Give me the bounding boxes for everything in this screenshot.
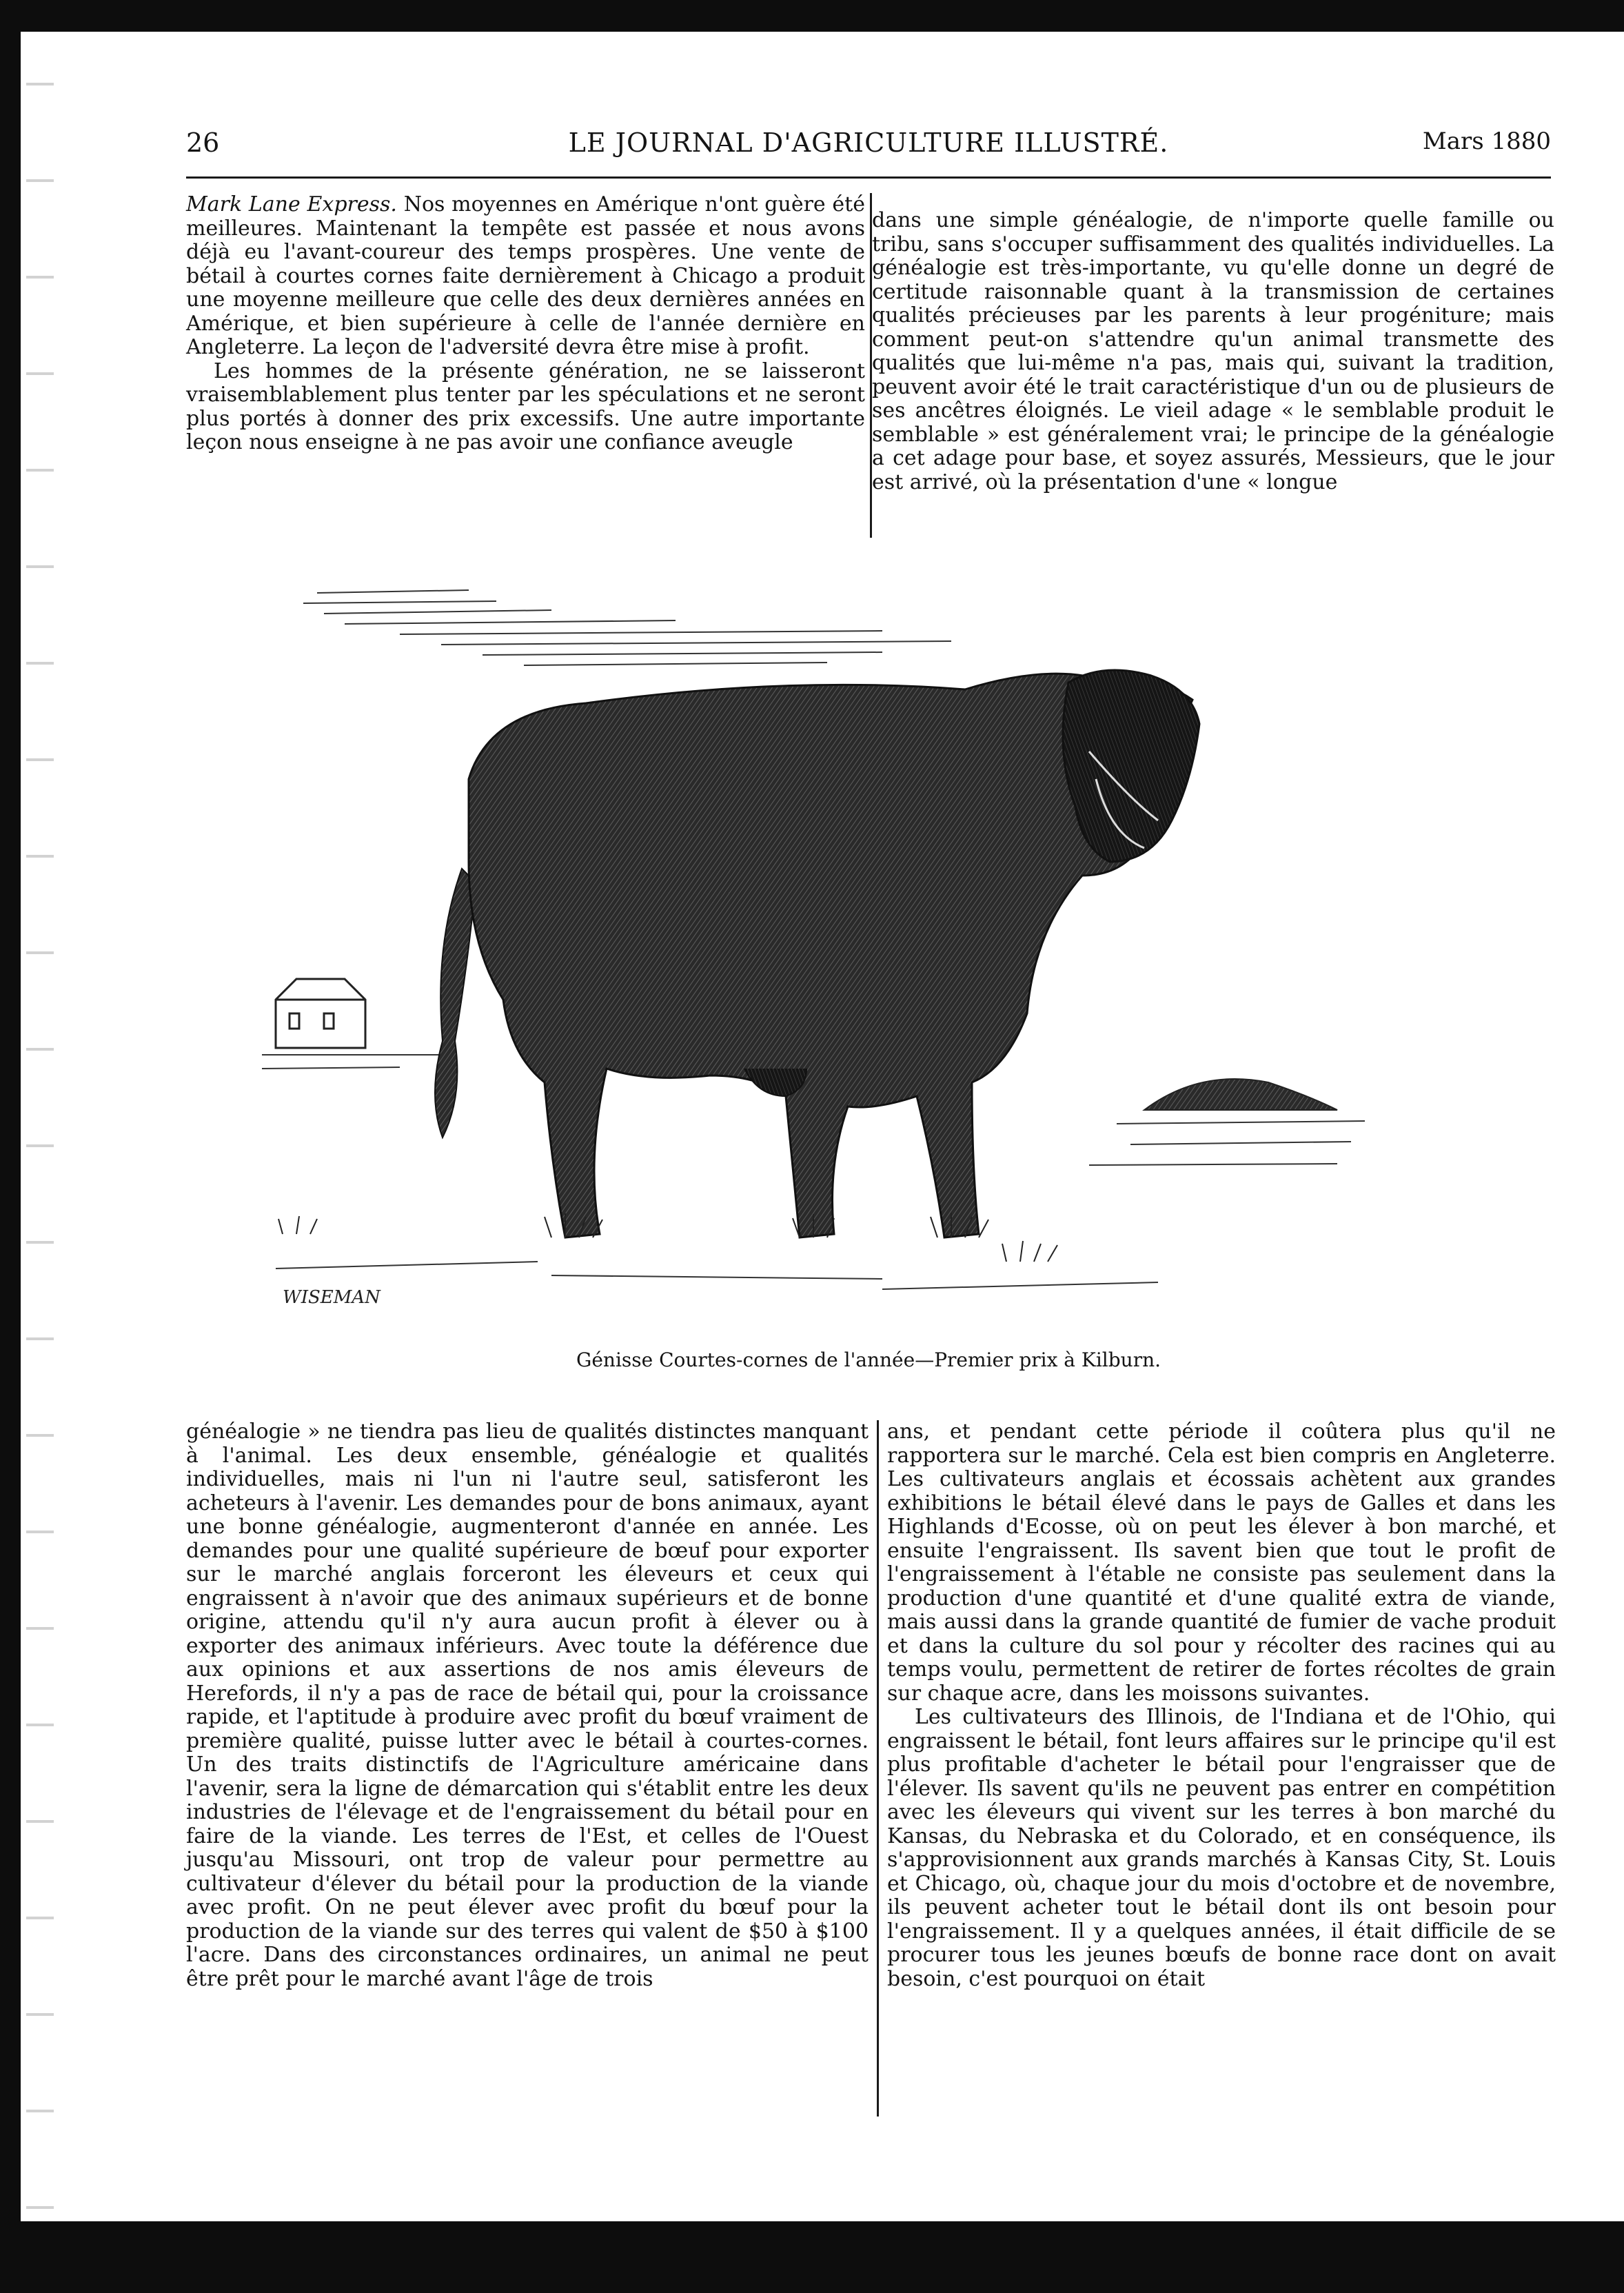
- paragraph: Les hommes de la présente génération, ne se laisseront vraisemblablement plus tenter par les spéculations et ne seront plus portés à donner des prix excessifs. Une autre importante leçon nous enseigne à ne pas avoir une confiance aveugle: [186, 358, 865, 454]
- engraver-signature: WISEMAN: [283, 1287, 380, 1308]
- header-rule: [186, 176, 1551, 179]
- paragraph-text: Nos moyennes en Amérique n'ont guère été meilleures. Maintenant la tempête est passée et nous avons déjà eu l'avant-coureur des temps prospères. Une vente de bétail à courtes cornes faite dernièrement à Chicago a produit une moyenne meilleure que celle des deux dernières années en Amérique, et bien supérieure à celle de l'année dernière en Angleterre. La leçon de l'adversité devra être mise à profit.: [186, 192, 865, 359]
- tail: [435, 869, 476, 1138]
- column-bottom-left: [186, 1420, 869, 2117]
- issue-date: Mars 1880: [1422, 128, 1551, 155]
- column-top-left: [186, 193, 865, 538]
- scan-edge-marks: [26, 41, 54, 2220]
- journal-title: LE JOURNAL D'AGRICULTURE ILLUSTRÉ.: [568, 128, 1169, 158]
- figure-caption: Génisse Courtes-cornes de l'année—Premier prix à Kilburn.: [576, 1348, 1161, 1371]
- sky-hatching: [303, 590, 951, 665]
- paragraph: Les cultivateurs des Illinois, de l'Indiana et de l'Ohio, qui engraissent le bétail, font leurs affaires sur le principe qu'il est plus profitable d'acheter le bétail pour l'engraisser que de l'élever. Ils savent qu'ils ne peuvent pas entrer en compétition avec les éleveurs qui vivent sur les terres à bon marché du Kansas, du Nebraska et du Colorado, et en conséquence, ils s'approvisionnent aux grands marchés à Kansas City, St. Louis et Chicago, où, chaque jour du mois d'octobre et de novembre, ils peuvent acheter tout le bétail dont ils ont besoin pour l'engraissement. Il y a quelques années, il était difficile de se procurer tous les jeunes bœufs de bonne race dont on avait besoin, c'est pourquoi on était: [887, 1705, 1556, 1991]
- paragraph: généalogie » ne tiendra pas lieu de qualités distinctes manquant à l'animal. Les deux ensemble, généalogie et qualités individuelles, mais ni l'un ni l'autre seul, satisferont les acheteurs à l'avenir. Les demandes pour de bons animaux, ayant une bonne généalogie, augmenteront d'année en année. Les demandes pour une qualité supérieure de bœuf pour exporter sur le marché anglais forceront les éleveurs et ceux qui engraissent à n'avoir que des animaux supérieurs et de bonne origine, attendu qu'il n'y aura aucun profit à élever ou à exporter des animaux inférieurs. Avec toute la déférence due aux opinions et aux assertions de nos amis éleveurs de Herefords, il n'y a pas de race de bétail qui, pour la croissance rapide, et l'aptitude à produire avec profit du bœuf vraiment de première qualité, puisse lutter avec le bétail à courtes-cornes. Un des traits distinctifs de l'Agriculture américaine dans l'avenir, sera la ligne de démarcation qui s'établit entre les deux industries de l'élevage et de l'engraissement du bétail pour en faire de la viande. Les terres de l'Est, et celles de l'Ouest jusqu'au Missouri, ont trop de valeur pour permettre au cultivateur d'élever du bétail pour la production de la viande avec profit. On ne peut élever avec profit du bœuf pour la production de la viande sur des terres qui valent de $50 à $100 l'acre. Dans des circonstances ordinaires, un animal ne peut être prêt pour le marché avant l'âge de trois: [186, 1420, 869, 1991]
- grass-tufts: [278, 1213, 1057, 1262]
- farmhouse: [276, 979, 365, 1048]
- column-divider: [877, 1420, 879, 2117]
- paragraph: [186, 193, 865, 360]
- heifer-head: [1063, 670, 1199, 862]
- column-bottom-right: [887, 1420, 1556, 2117]
- source-name: Mark Lane Express.: [186, 192, 397, 216]
- heifer-illustration: [262, 572, 1392, 1344]
- column-top-right: [872, 209, 1554, 540]
- scan-left-border: [0, 0, 21, 2293]
- heifer-engraving: [262, 572, 1392, 1344]
- paragraph: dans une simple généalogie, de n'importe quelle famille ou tribu, sans s'occuper suffisamment des qualités individuelles. La généalogie est très-importante, vu qu'elle donne un degré de certitude raisonnable quant à la transmission de certaines qualités précieuses par les parents à leur progéniture; mais comment peut-on s'attendre qu'un animal transmette des qualités que lui-même n'a pas, mais qui, suivant la tradition, peuvent avoir été le trait caractéristique d'un ou de plusieurs de ses ancêtres éloignés. Le vieil adage « le semblable produit le semblable » est généralement vrai; le principe de la généalogie a cet adage pour base, et soyez assurés, Messieurs, que le jour est arrivé, où la présentation d'une « longue: [872, 208, 1554, 494]
- scan-bottom-border: [0, 2221, 1624, 2293]
- running-header: [186, 128, 1551, 169]
- hill: [1144, 1079, 1337, 1110]
- scan-top-border: [0, 0, 1624, 32]
- page-number: 26: [186, 128, 220, 158]
- paragraph: ans, et pendant cette période il coûtera plus qu'il ne rapportera sur le marché. Cela est bien compris en Angleterre. Les cultivateurs anglais et écossais achètent aux grandes exhibitions le bétail élevé dans le pays de Galles et dans les Highlands d'Ecosse, où on peut les élever à bon marché, et ensuite l'engraissent. Ils savent bien que tout le profit de l'engraissement à l'étable ne consiste pas seulement dans la production d'une quantité et d'une qualité extra de viande, mais aussi dans la grande quantité de fumier de vache produit et dans la culture du sol pour y récolter des racines qui au temps voulu, permettent de retirer de fortes récoltes de grain sur chaque acre, dans les moissons suivantes.: [887, 1420, 1556, 1706]
